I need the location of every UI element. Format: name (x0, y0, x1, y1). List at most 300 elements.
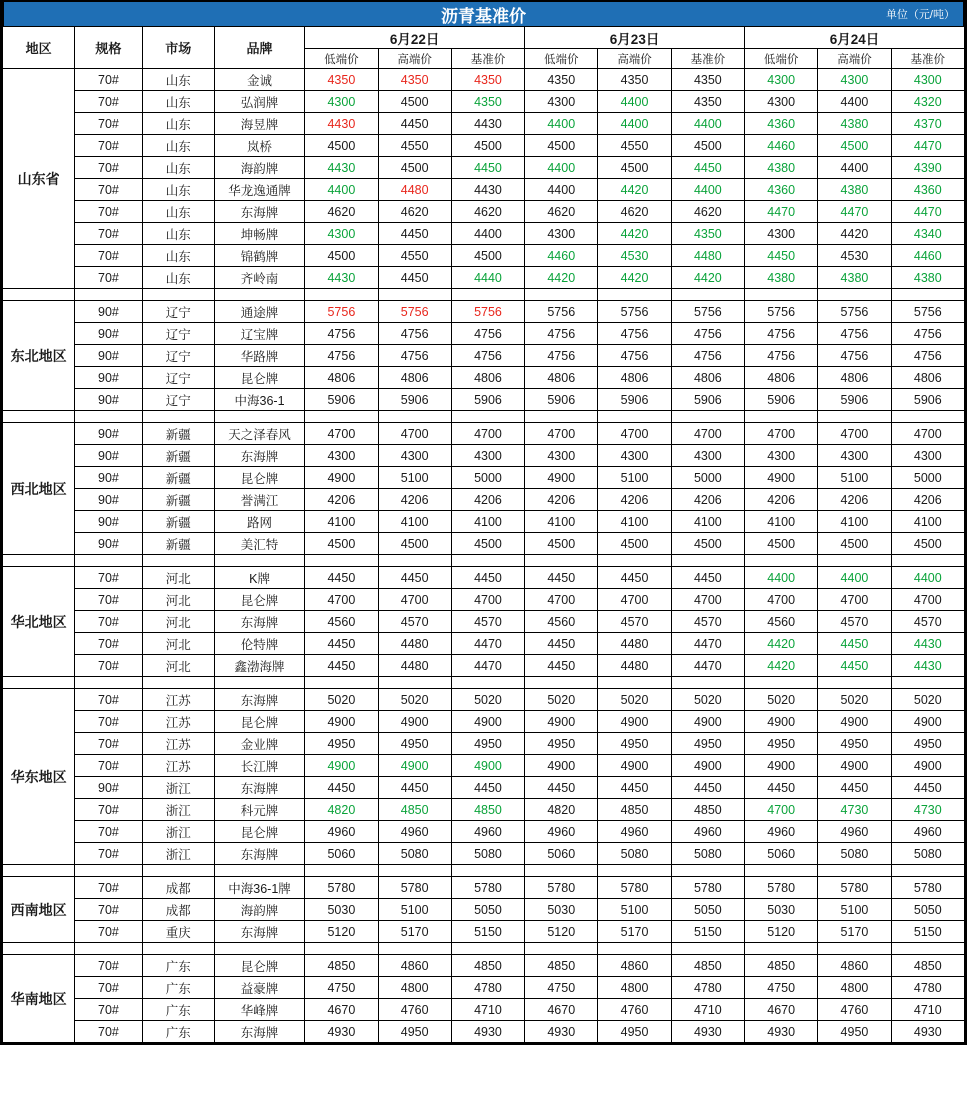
spacer-cell (3, 411, 75, 423)
price-cell: 5050 (671, 899, 744, 921)
price-cell: 4960 (451, 821, 524, 843)
price-cell: 4700 (305, 589, 378, 611)
price-cell: 4370 (891, 113, 964, 135)
price-cell: 4480 (671, 245, 744, 267)
price-cell: 4450 (305, 655, 378, 677)
spec-cell: 90# (75, 511, 142, 533)
price-cell: 4820 (305, 799, 378, 821)
price-cell: 4450 (378, 223, 451, 245)
price-cell: 4756 (378, 323, 451, 345)
price-cell: 4900 (598, 711, 671, 733)
price-cell: 5756 (525, 301, 598, 323)
price-cell: 4460 (525, 245, 598, 267)
price-cell: 4400 (818, 91, 891, 113)
spacer-cell (745, 677, 818, 689)
price-cell: 5756 (598, 301, 671, 323)
table-row (3, 567, 965, 589)
price-cell: 4950 (378, 1021, 451, 1043)
price-cell: 4100 (891, 511, 964, 533)
market-cell: 新疆 (142, 489, 214, 511)
price-cell: 4900 (891, 711, 964, 733)
price-cell: 5906 (378, 389, 451, 411)
price-cell: 5020 (378, 689, 451, 711)
price-cell: 4806 (671, 367, 744, 389)
price-cell: 4570 (598, 611, 671, 633)
market-cell: 江苏 (142, 689, 214, 711)
price-cell: 4400 (305, 179, 378, 201)
price-cell: 5080 (818, 843, 891, 865)
price-cell: 4500 (745, 533, 818, 555)
market-cell: 山东 (142, 157, 214, 179)
spec-cell: 70# (75, 877, 142, 899)
market-cell: 浙江 (142, 843, 214, 865)
market-cell: 山东 (142, 267, 214, 289)
spacer-cell (142, 677, 214, 689)
col-subheader-base-2: 基准价 (891, 49, 964, 69)
brand-cell: 伦特牌 (214, 633, 304, 655)
spacer-cell (214, 411, 304, 423)
brand-cell: 东海牌 (214, 611, 304, 633)
spacer-cell (378, 555, 451, 567)
price-cell: 5020 (745, 689, 818, 711)
price-cell: 4350 (671, 91, 744, 113)
price-cell: 4350 (525, 69, 598, 91)
spacer-cell (75, 865, 142, 877)
spacer-cell (671, 865, 744, 877)
region-cell: 西南地区 (3, 877, 75, 943)
price-cell: 4900 (305, 711, 378, 733)
price-cell: 4850 (598, 799, 671, 821)
brand-cell: 金诚 (214, 69, 304, 91)
price-cell: 4960 (818, 821, 891, 843)
price-cell: 4570 (671, 611, 744, 633)
price-cell: 4450 (671, 157, 744, 179)
spec-cell: 70# (75, 245, 142, 267)
market-cell: 辽宁 (142, 301, 214, 323)
market-cell: 山东 (142, 201, 214, 223)
spacer-cell (891, 411, 964, 423)
price-cell: 4380 (745, 267, 818, 289)
table-row (3, 423, 965, 445)
price-cell: 4470 (891, 135, 964, 157)
price-cell: 4500 (598, 157, 671, 179)
brand-cell: 长江牌 (214, 755, 304, 777)
spec-cell: 90# (75, 301, 142, 323)
market-cell: 新疆 (142, 533, 214, 555)
brand-cell: 誉满江 (214, 489, 304, 511)
price-cell: 4756 (451, 323, 524, 345)
spacer-cell (142, 865, 214, 877)
price-cell: 4756 (378, 345, 451, 367)
spacer-cell (598, 411, 671, 423)
spacer-cell (305, 555, 378, 567)
price-cell: 5780 (305, 877, 378, 899)
spacer-cell (745, 943, 818, 955)
price-cell: 5780 (598, 877, 671, 899)
table-row (3, 777, 965, 799)
price-cell: 5756 (745, 301, 818, 323)
price-cell: 4756 (305, 345, 378, 367)
price-cell: 4900 (451, 711, 524, 733)
price-cell: 4700 (891, 423, 964, 445)
price-cell: 4400 (598, 91, 671, 113)
price-cell: 4850 (378, 799, 451, 821)
table-row (3, 921, 965, 943)
price-cell: 5080 (598, 843, 671, 865)
col-subheader-low-2: 低端价 (745, 49, 818, 69)
price-cell: 4950 (745, 733, 818, 755)
price-cell: 5756 (671, 301, 744, 323)
price-cell: 4900 (891, 755, 964, 777)
col-subheader-low-1: 低端价 (525, 49, 598, 69)
brand-cell: 益豪牌 (214, 977, 304, 999)
market-cell: 广东 (142, 977, 214, 999)
price-cell: 5060 (745, 843, 818, 865)
price-cell: 4350 (378, 69, 451, 91)
price-cell: 4950 (818, 1021, 891, 1043)
price-cell: 4930 (305, 1021, 378, 1043)
price-cell: 4300 (598, 445, 671, 467)
price-cell: 5780 (891, 877, 964, 899)
price-cell: 4560 (745, 611, 818, 633)
price-cell: 4450 (598, 567, 671, 589)
spec-cell: 70# (75, 633, 142, 655)
price-cell: 4806 (451, 367, 524, 389)
spec-cell: 90# (75, 533, 142, 555)
price-cell: 4500 (671, 135, 744, 157)
price-cell: 5906 (818, 389, 891, 411)
region-cell: 西北地区 (3, 423, 75, 555)
price-cell: 4420 (671, 267, 744, 289)
price-cell: 4900 (451, 755, 524, 777)
price-cell: 4950 (305, 733, 378, 755)
spec-cell: 90# (75, 489, 142, 511)
price-cell: 4900 (378, 711, 451, 733)
price-cell: 4300 (745, 91, 818, 113)
price-cell: 5050 (891, 899, 964, 921)
col-subheader-high-1: 高端价 (598, 49, 671, 69)
table-row (3, 589, 965, 611)
spec-cell: 70# (75, 955, 142, 977)
price-cell: 4950 (525, 733, 598, 755)
price-cell: 4700 (525, 589, 598, 611)
spacer-cell (75, 943, 142, 955)
price-cell: 4900 (305, 467, 378, 489)
price-cell: 4300 (671, 445, 744, 467)
spacer-cell (891, 943, 964, 955)
brand-cell: 东海牌 (214, 843, 304, 865)
region-cell: 山东省 (3, 69, 75, 289)
spacer-cell (451, 411, 524, 423)
price-cell: 4300 (891, 69, 964, 91)
price-cell: 4620 (671, 201, 744, 223)
price-cell: 4800 (378, 977, 451, 999)
spacer-cell (305, 943, 378, 955)
price-cell: 4670 (745, 999, 818, 1021)
price-cell: 5906 (305, 389, 378, 411)
price-cell: 4206 (305, 489, 378, 511)
price-cell: 4960 (525, 821, 598, 843)
price-cell: 5150 (451, 921, 524, 943)
price-cell: 4450 (598, 777, 671, 799)
table-row (3, 69, 965, 91)
spacer-cell (3, 555, 75, 567)
price-cell: 4700 (891, 589, 964, 611)
col-header-market: 市场 (142, 27, 214, 69)
price-cell: 5756 (451, 301, 524, 323)
price-cell: 4960 (891, 821, 964, 843)
price-cell: 4206 (378, 489, 451, 511)
market-cell: 新疆 (142, 423, 214, 445)
price-cell: 4500 (598, 533, 671, 555)
price-cell: 4500 (378, 157, 451, 179)
brand-cell: 路网 (214, 511, 304, 533)
price-cell: 4500 (451, 533, 524, 555)
group-spacer-row (3, 555, 965, 567)
price-cell: 4450 (745, 777, 818, 799)
price-cell: 5100 (598, 899, 671, 921)
spec-cell: 70# (75, 69, 142, 91)
price-cell: 4400 (818, 157, 891, 179)
table-row (3, 533, 965, 555)
spacer-cell (745, 865, 818, 877)
region-cell: 东北地区 (3, 301, 75, 411)
spec-cell: 70# (75, 821, 142, 843)
price-cell: 4400 (525, 113, 598, 135)
price-cell: 4350 (598, 69, 671, 91)
table-row (3, 135, 965, 157)
spec-cell: 70# (75, 589, 142, 611)
price-cell: 4700 (378, 589, 451, 611)
spec-cell: 90# (75, 467, 142, 489)
price-cell: 4750 (305, 977, 378, 999)
region-cell: 华东地区 (3, 689, 75, 865)
price-cell: 4560 (525, 611, 598, 633)
market-cell: 河北 (142, 611, 214, 633)
spacer-cell (525, 865, 598, 877)
spacer-cell (451, 865, 524, 877)
market-cell: 辽宁 (142, 367, 214, 389)
market-cell: 新疆 (142, 467, 214, 489)
price-cell: 4450 (378, 777, 451, 799)
price-cell: 4300 (451, 445, 524, 467)
price-cell: 4430 (451, 179, 524, 201)
price-cell: 4850 (671, 799, 744, 821)
spacer-cell (598, 289, 671, 301)
price-cell: 4450 (525, 633, 598, 655)
table-row (3, 91, 965, 113)
spacer-cell (671, 943, 744, 955)
price-cell: 4806 (745, 367, 818, 389)
brand-cell: 弘润牌 (214, 91, 304, 113)
price-cell: 4750 (525, 977, 598, 999)
price-cell: 4450 (305, 633, 378, 655)
price-cell: 4450 (378, 113, 451, 135)
price-cell: 4400 (598, 113, 671, 135)
price-cell: 4850 (745, 955, 818, 977)
price-cell: 4500 (305, 533, 378, 555)
price-cell: 4206 (525, 489, 598, 511)
price-cell: 4380 (891, 267, 964, 289)
price-cell: 4960 (598, 821, 671, 843)
table-row (3, 711, 965, 733)
price-cell: 4570 (891, 611, 964, 633)
price-cell: 5020 (671, 689, 744, 711)
market-cell: 河北 (142, 633, 214, 655)
price-cell: 4300 (305, 91, 378, 113)
price-cell: 4500 (525, 533, 598, 555)
brand-cell: 金业牌 (214, 733, 304, 755)
region-cell: 华南地区 (3, 955, 75, 1043)
price-cell: 4620 (525, 201, 598, 223)
brand-cell: 坤畅牌 (214, 223, 304, 245)
price-cell: 4960 (745, 821, 818, 843)
price-cell: 4300 (818, 445, 891, 467)
price-cell: 4700 (378, 423, 451, 445)
brand-cell: 鑫渤海牌 (214, 655, 304, 677)
price-cell: 4350 (305, 69, 378, 91)
market-cell: 浙江 (142, 821, 214, 843)
table-row (3, 489, 965, 511)
table-row (3, 467, 965, 489)
spacer-cell (142, 555, 214, 567)
spec-cell: 70# (75, 689, 142, 711)
spacer-cell (305, 289, 378, 301)
sheet-title-bar (2, 0, 965, 26)
price-cell: 4100 (378, 511, 451, 533)
spacer-cell (305, 677, 378, 689)
price-cell: 4550 (378, 135, 451, 157)
price-cell: 4900 (525, 711, 598, 733)
price-cell: 4470 (891, 201, 964, 223)
price-cell: 4700 (598, 423, 671, 445)
price-cell: 5780 (818, 877, 891, 899)
price-cell: 5080 (451, 843, 524, 865)
price-cell: 4900 (378, 755, 451, 777)
spec-cell: 70# (75, 999, 142, 1021)
price-cell: 4400 (671, 179, 744, 201)
price-cell: 4500 (451, 245, 524, 267)
price-cell: 5100 (818, 467, 891, 489)
price-cell: 4806 (305, 367, 378, 389)
price-cell: 5780 (671, 877, 744, 899)
col-header-spec: 规格 (75, 27, 142, 69)
spacer-cell (142, 943, 214, 955)
brand-cell: 昆仑牌 (214, 589, 304, 611)
price-cell: 4100 (451, 511, 524, 533)
price-cell: 4806 (818, 367, 891, 389)
price-cell: 4730 (818, 799, 891, 821)
price-cell: 4300 (891, 445, 964, 467)
group-spacer-row (3, 943, 965, 955)
price-cell: 5020 (305, 689, 378, 711)
spacer-cell (214, 289, 304, 301)
price-cell: 4930 (451, 1021, 524, 1043)
price-cell: 4756 (891, 323, 964, 345)
price-cell: 4850 (671, 955, 744, 977)
price-cell: 4756 (305, 323, 378, 345)
spec-cell: 70# (75, 733, 142, 755)
price-cell: 5906 (671, 389, 744, 411)
price-cell: 4470 (451, 655, 524, 677)
price-cell: 4700 (451, 589, 524, 611)
price-cell: 4900 (525, 755, 598, 777)
spacer-cell (214, 677, 304, 689)
price-cell: 4450 (745, 245, 818, 267)
price-cell: 4380 (818, 113, 891, 135)
brand-cell: 东海牌 (214, 689, 304, 711)
spacer-cell (378, 865, 451, 877)
spec-cell: 70# (75, 223, 142, 245)
price-cell: 4350 (671, 223, 744, 245)
brand-cell: 通途牌 (214, 301, 304, 323)
price-cell: 5756 (818, 301, 891, 323)
brand-cell: 东海牌 (214, 445, 304, 467)
price-cell: 4300 (525, 223, 598, 245)
spacer-cell (3, 289, 75, 301)
table-header (3, 27, 965, 69)
price-cell: 4950 (671, 733, 744, 755)
price-cell: 4710 (891, 999, 964, 1021)
spacer-cell (891, 865, 964, 877)
price-cell: 4500 (818, 135, 891, 157)
spacer-cell (75, 677, 142, 689)
brand-cell: K牌 (214, 567, 304, 589)
price-cell: 4360 (745, 113, 818, 135)
table-row (3, 755, 965, 777)
price-cell: 5100 (598, 467, 671, 489)
price-cell: 4450 (305, 777, 378, 799)
table-body (3, 69, 965, 1043)
price-cell: 4500 (891, 533, 964, 555)
spec-cell: 70# (75, 157, 142, 179)
spacer-cell (451, 555, 524, 567)
price-cell: 4960 (305, 821, 378, 843)
spec-cell: 70# (75, 711, 142, 733)
price-cell: 4300 (818, 69, 891, 91)
price-cell: 4950 (598, 1021, 671, 1043)
price-cell: 5120 (745, 921, 818, 943)
price-cell: 4760 (818, 999, 891, 1021)
price-cell: 4470 (745, 201, 818, 223)
spacer-cell (75, 289, 142, 301)
group-spacer-row (3, 411, 965, 423)
spec-cell: 70# (75, 201, 142, 223)
price-cell: 4670 (525, 999, 598, 1021)
price-cell: 4440 (451, 267, 524, 289)
price-cell: 4780 (891, 977, 964, 999)
spec-cell: 70# (75, 1021, 142, 1043)
table-row (3, 223, 965, 245)
price-cell: 5030 (745, 899, 818, 921)
market-cell: 新疆 (142, 511, 214, 533)
spec-cell: 70# (75, 843, 142, 865)
price-cell: 4450 (818, 655, 891, 677)
price-cell: 4430 (451, 113, 524, 135)
brand-cell: 科元牌 (214, 799, 304, 821)
spacer-cell (305, 865, 378, 877)
brand-cell: 锦鹤牌 (214, 245, 304, 267)
price-cell: 5060 (305, 843, 378, 865)
price-cell: 4300 (745, 69, 818, 91)
price-cell: 4756 (451, 345, 524, 367)
spacer-cell (525, 943, 598, 955)
market-cell: 浙江 (142, 777, 214, 799)
price-cell: 4750 (745, 977, 818, 999)
price-cell: 5020 (818, 689, 891, 711)
brand-cell: 中海36-1牌 (214, 877, 304, 899)
price-cell: 4430 (891, 655, 964, 677)
